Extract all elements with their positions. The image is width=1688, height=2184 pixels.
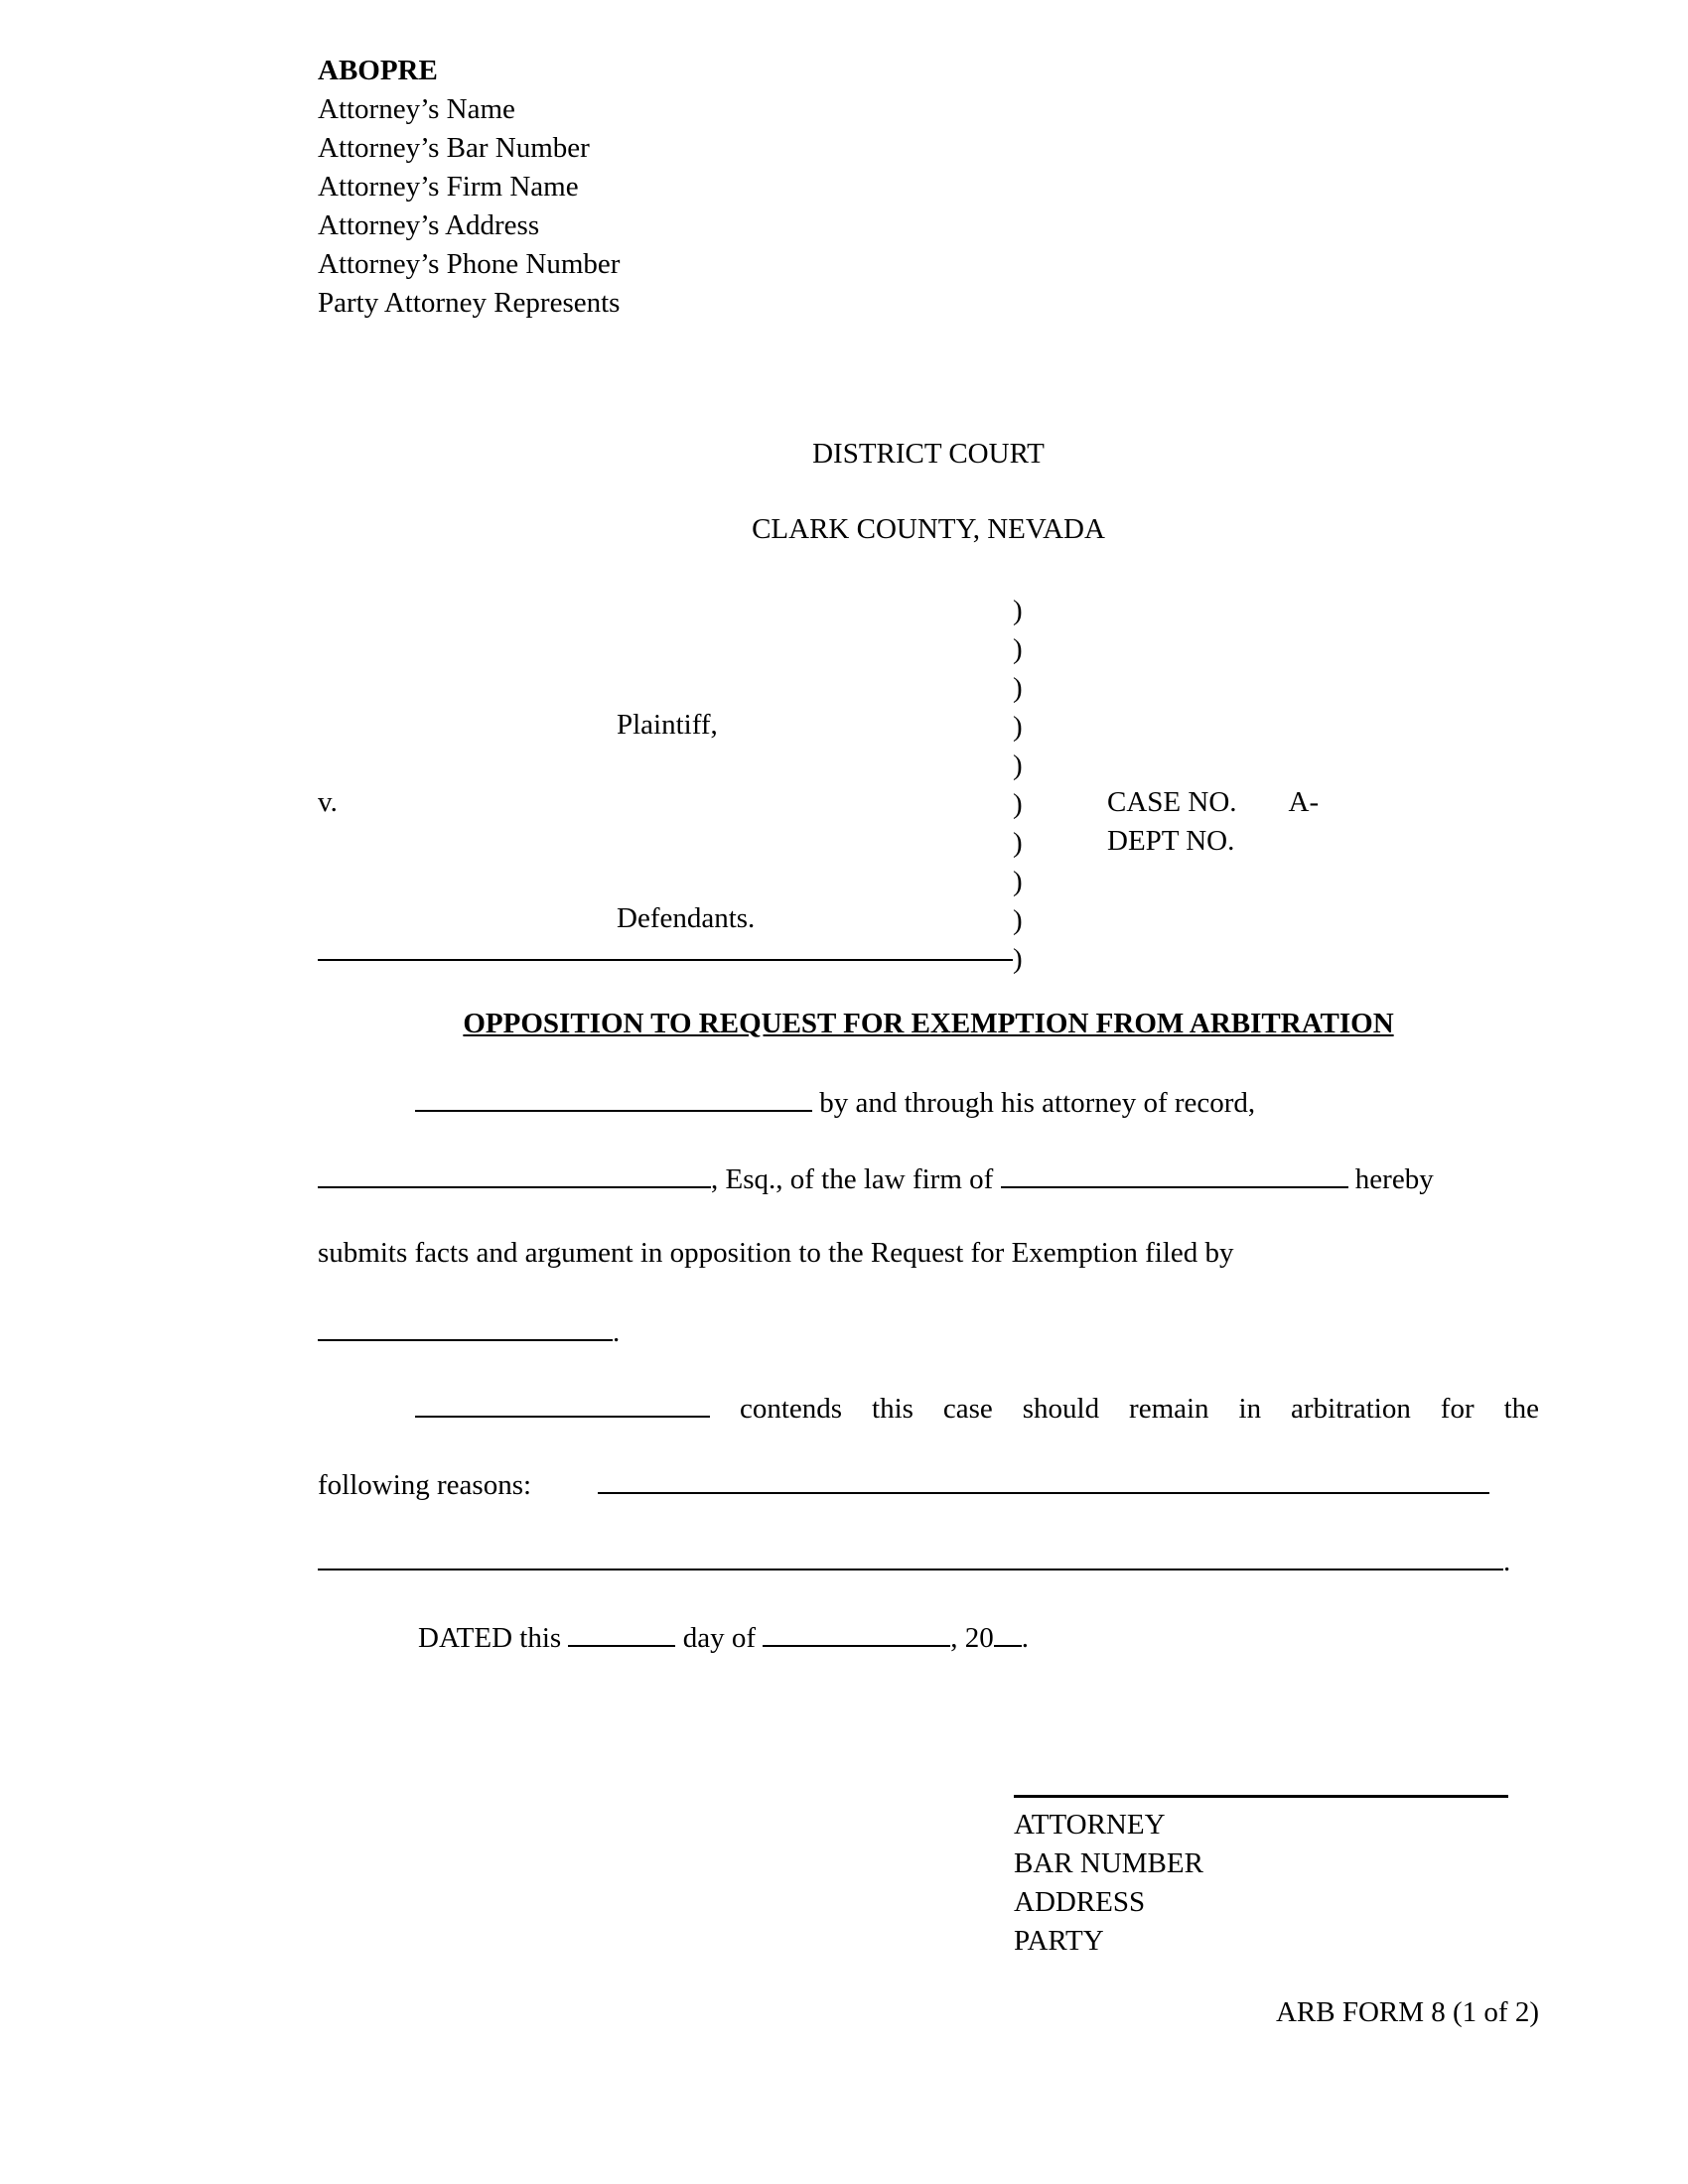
caption-paren: ) — [1013, 711, 1023, 743]
reasons-blank-2 — [318, 1542, 1503, 1570]
body-line-7-period: . — [1503, 1546, 1511, 1577]
body-line-4 — [318, 1312, 1539, 1350]
case-no-label: CASE NO. — [1107, 786, 1237, 818]
caption-paren: ) — [1013, 866, 1023, 897]
signature-attorney-label: ATTORNEY — [1014, 1809, 1166, 1841]
court-name: DISTRICT COURT — [812, 438, 1045, 470]
dated-text-4: . — [1021, 1622, 1029, 1654]
dated-text-1: DATED this — [418, 1622, 562, 1654]
filer-name-blank — [318, 1312, 613, 1341]
body-line-1-text: by and through his attorney of record, — [819, 1087, 1256, 1119]
plaintiff-name-blank — [415, 1083, 812, 1112]
body-line-5 — [415, 1389, 1539, 1427]
dated-day-blank — [568, 1618, 675, 1647]
case-no-value: A- — [1288, 786, 1320, 818]
caption-paren: ) — [1013, 788, 1023, 820]
caption-paren: ) — [1013, 633, 1023, 665]
signature-block — [1014, 1806, 1203, 1961]
body-line-2-end: hereby — [1354, 1163, 1434, 1195]
versus-label: v. — [318, 786, 338, 818]
caption-paren-column — [1013, 592, 1023, 979]
document-title: OPPOSITION TO REQUEST FOR EXEMPTION FROM ARBITRATION — [463, 1008, 1394, 1039]
attorney-abbreviation: ABOPRE — [318, 55, 438, 86]
attorney-phone-line: Attorney’s Phone Number — [318, 248, 621, 280]
dated-line — [418, 1618, 1540, 1656]
dated-month-blank — [763, 1618, 950, 1647]
attorney-address-line: Attorney’s Address — [318, 209, 540, 241]
defendants-label: Defendants. — [617, 902, 756, 934]
body-line-6 — [318, 1465, 1539, 1503]
party-represented-line: Party Attorney Represents — [318, 287, 621, 319]
caption-underline — [318, 959, 1013, 961]
caption-paren: ) — [1013, 943, 1023, 975]
attorney-bar-number-line: Attorney’s Bar Number — [318, 132, 590, 164]
body-line-1 — [318, 1083, 1539, 1121]
attorney-name-line: Attorney’s Name — [318, 93, 515, 125]
signature-address-label: ADDRESS — [1014, 1886, 1146, 1918]
caption-paren: ) — [1013, 750, 1023, 781]
reasons-blank-1 — [598, 1465, 1489, 1494]
dated-text-2: day of — [682, 1622, 756, 1654]
body-line-5-text: contends this case should remain in arbitration for the — [739, 1393, 1539, 1425]
dated-year-blank — [994, 1618, 1022, 1647]
caption-paren: ) — [1013, 904, 1023, 936]
signature-party-label: PARTY — [1014, 1925, 1104, 1957]
caption-paren: ) — [1013, 672, 1023, 704]
body-line-6-text: following reasons: — [318, 1469, 532, 1501]
form-number-label: ARB FORM 8 (1 of 2) — [1275, 1996, 1539, 2028]
dept-no-label: DEPT NO. — [1107, 825, 1235, 857]
signature-line — [1014, 1795, 1508, 1798]
dated-text-3: , 20 — [950, 1622, 994, 1654]
case-no-line — [1107, 785, 1319, 820]
plaintiff-label: Plaintiff, — [617, 709, 718, 741]
law-firm-blank — [1001, 1160, 1348, 1188]
body-line-2-text: , Esq., of the law firm of — [711, 1163, 994, 1195]
body-line-3: submits facts and argument in opposition to the Request for Exemption filed by — [318, 1237, 1234, 1269]
body-line-7 — [318, 1542, 1539, 1579]
body-line-2 — [318, 1160, 1539, 1197]
body-line-4-period: . — [613, 1316, 621, 1348]
attorney-info-block — [318, 52, 620, 323]
signature-bar-number-label: BAR NUMBER — [1014, 1847, 1203, 1879]
caption-paren: ) — [1013, 595, 1023, 626]
attorney-name-blank — [318, 1160, 711, 1188]
court-county: CLARK COUNTY, NEVADA — [752, 513, 1105, 545]
contender-name-blank — [415, 1389, 710, 1418]
attorney-firm-name-line: Attorney’s Firm Name — [318, 171, 579, 203]
caption-paren: ) — [1013, 827, 1023, 859]
